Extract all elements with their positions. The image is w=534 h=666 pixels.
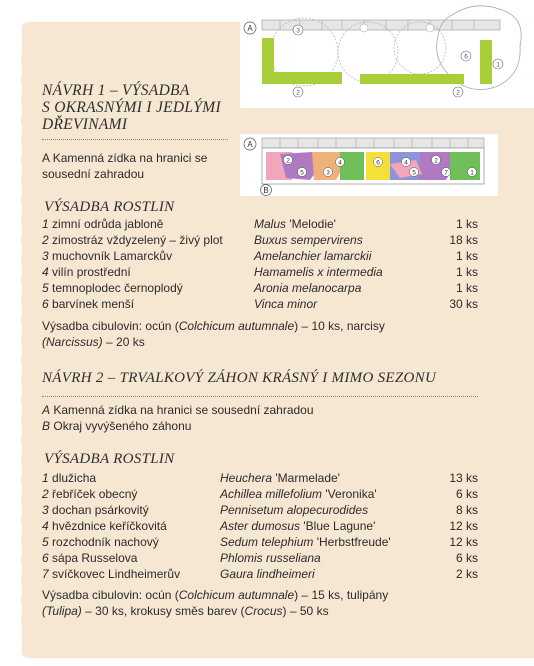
plant-czech-name: sápa Russelova [52, 551, 138, 565]
diagram2-num-6: 6 [376, 159, 380, 167]
plant-num: 5 [42, 281, 49, 295]
plant-czech-name: temnoplodec černoplodý [52, 281, 183, 295]
plant-latin-name: Heuchera [220, 471, 273, 485]
plant-num: 4 [42, 519, 49, 533]
plant-czech-name: hvězdnice keříčkovitá [52, 519, 167, 533]
plant-num: 5 [42, 535, 49, 549]
plant-qty: 30 ks [449, 297, 478, 311]
diagram2-num-2b: 2 [434, 157, 438, 165]
plan2-legend-a [42, 402, 314, 418]
diagram1-label-a: A [247, 24, 253, 33]
bulbs-latin: (Narcissus) [42, 335, 103, 349]
diagram1-num-2: 2 [296, 89, 300, 97]
plant-row [42, 518, 478, 534]
plant-row [42, 534, 478, 550]
legend-text: Kamenná zídka na hranici se sousední zahradou [53, 403, 314, 417]
bulbs-latin: Crocus [244, 604, 283, 618]
plant-latin-name: Phlomis russeliana [220, 551, 321, 565]
plant-czech-name: zimostráz vždyzelený – živý plot [52, 233, 223, 247]
diagram2-num-1: 1 [470, 169, 474, 177]
plant-latin-name: Gaura lindheimeri [220, 567, 315, 581]
plan2-legend-b [42, 418, 191, 434]
plant-qty: 2 ks [455, 567, 478, 581]
plan1-title-line3: DŘEVINAMI [42, 116, 128, 133]
plant-row [42, 264, 478, 280]
legend-key: B [42, 419, 51, 433]
plant-qty: 12 ks [449, 535, 478, 549]
diagram2-num-4b: 4 [404, 159, 408, 167]
plant-latin-name: Achillea millefolium [220, 487, 323, 501]
diagram2-num-7: 7 [444, 169, 448, 177]
plant-qty: 12 ks [449, 519, 478, 533]
plant-row [42, 296, 478, 312]
plant-row [42, 232, 478, 248]
legend-key: A [42, 403, 51, 417]
diagram1-num-2b: 2 [456, 89, 460, 97]
plan2-planting-title: VÝSADBA ROSTLIN [44, 451, 175, 467]
diagram2-num-3: 3 [326, 169, 330, 177]
divider [42, 396, 478, 397]
bulbs-text: Výsadba cibulovin: ocún ( [42, 319, 179, 333]
bulbs-text: ) – 15 ks, tulipány [294, 588, 389, 602]
plant-latin-name: Buxus sempervirens [254, 233, 363, 247]
plan1-title-line2: S OKRASNÝMI I JEDLÝMI [42, 99, 221, 116]
plant-cultivar: 'Blue Lagune' [300, 519, 376, 533]
plant-qty: 18 ks [449, 233, 478, 247]
plan1-bulbs-note [42, 318, 482, 350]
plant-czech-name: řebříček obecný [52, 487, 138, 501]
bulbs-text: ) – 50 ks [282, 604, 329, 618]
stone-wall [262, 138, 484, 148]
plant-czech-name: zimní odrůda jabloně [52, 217, 164, 231]
diagram2-num-5b: 5 [412, 169, 416, 177]
plant-num: 7 [42, 567, 49, 581]
plant-row [42, 470, 478, 486]
plant-num: 1 [42, 471, 49, 485]
legend-text: Kamenná zídka na hranici se [52, 151, 208, 165]
plant-czech-name: vilín prostřední [52, 265, 131, 279]
bulbs-latin: Colchicum autumnale [178, 319, 295, 333]
plant-num: 2 [42, 233, 49, 247]
plan2-title: NÁVRH 2 – TRVALKOVÝ ZÁHON KRÁSNÝ I MIMO SEZONU [42, 370, 437, 386]
plan2-bulbs-note [42, 587, 482, 619]
bulbs-text: ) – 10 ks, narcisy [294, 319, 385, 333]
diagram2-label-a: A [247, 140, 253, 149]
plant-cultivar: 'Veronika' [322, 487, 377, 501]
plant-num: 2 [42, 487, 49, 501]
diagram2-num-2: 2 [286, 157, 290, 165]
plan1-legend-a [42, 150, 207, 182]
plant-czech-name: dlužicha [52, 471, 97, 485]
bulbs-latin: Colchicum autumnale [178, 588, 295, 602]
plant-qty: 1 ks [455, 249, 478, 263]
plant-row [42, 216, 478, 232]
plan1-diagram [240, 0, 534, 108]
plan2-diagram [240, 134, 498, 196]
plan1-title-line1: NÁVRH 1 – VÝSADBA [42, 82, 190, 99]
bulbs-text: – 20 ks [102, 335, 145, 349]
diagram1-num-1: 1 [496, 61, 500, 69]
plant-cultivar: 'Melodie' [286, 217, 336, 231]
plant-czech-name: svíčkovec Lindheimerův [52, 567, 181, 581]
diagram2-num-4: 4 [338, 159, 342, 167]
plant-row [42, 502, 478, 518]
bulbs-text: – 30 ks, krokusy směs barev ( [81, 604, 245, 618]
plant-latin-name: Sedum telephium [220, 535, 314, 549]
bulbs-text: Výsadba cibulovin: ocún ( [42, 588, 179, 602]
plant-cultivar: 'Herbstfreude' [313, 535, 391, 549]
legend-text: Okraj vyvýšeného záhonu [53, 419, 192, 433]
plant-latin-name: Amelanchier lamarckii [254, 249, 372, 263]
plant-num: 6 [42, 551, 49, 565]
plant-czech-name: dochan psárkovitý [52, 503, 149, 517]
plant-qty: 1 ks [455, 217, 478, 231]
plant-latin-name: Vinca minor [254, 297, 318, 311]
divider [42, 139, 228, 140]
plant-latin-name: Hamamelis x intermedia [254, 265, 383, 279]
plant-qty: 6 ks [455, 487, 478, 501]
plant-num: 3 [42, 249, 49, 263]
plant-row [42, 280, 478, 296]
plant-czech-name: rozchodník nachový [52, 535, 159, 549]
plant-num: 6 [42, 297, 49, 311]
plant-latin-name: Aster dumosus [220, 519, 301, 533]
plan1-planting-title: VÝSADBA ROSTLIN [44, 199, 175, 215]
paper-edge-left [14, 30, 28, 654]
legend-key: A [42, 151, 50, 165]
plant-num: 1 [42, 217, 49, 231]
plant-latin-name: Malus [254, 217, 287, 231]
paper-edge-bottom [22, 648, 534, 666]
plant-czech-name: barvínek menší [52, 297, 135, 311]
plant-row [42, 566, 478, 582]
plant-czech-name: muchovník Lamarckův [52, 249, 173, 263]
bulbs-latin: (Tulipa) [42, 604, 82, 618]
legend-text: sousední zahradou [42, 167, 145, 181]
plant-latin-name: Pennisetum alopecurodides [220, 503, 369, 517]
plant-qty: 6 ks [455, 551, 478, 565]
diagram1-num-3: 3 [296, 27, 300, 35]
plant-row [42, 486, 478, 502]
diagram2-label-b: B [263, 186, 269, 195]
diagram1-num-6: 6 [464, 53, 468, 61]
plant-num: 4 [42, 265, 49, 279]
plant-qty: 13 ks [449, 471, 478, 485]
plant-num: 3 [42, 503, 49, 517]
plant-row [42, 550, 478, 566]
diagram2-num-5: 5 [300, 169, 304, 177]
plant-qty: 1 ks [455, 265, 478, 279]
plant-qty: 1 ks [455, 281, 478, 295]
plant-latin-name: Aronia melanocarpa [254, 281, 362, 295]
plant-row [42, 248, 478, 264]
plant-qty: 8 ks [455, 503, 478, 517]
plant-cultivar: 'Marmelade' [272, 471, 340, 485]
